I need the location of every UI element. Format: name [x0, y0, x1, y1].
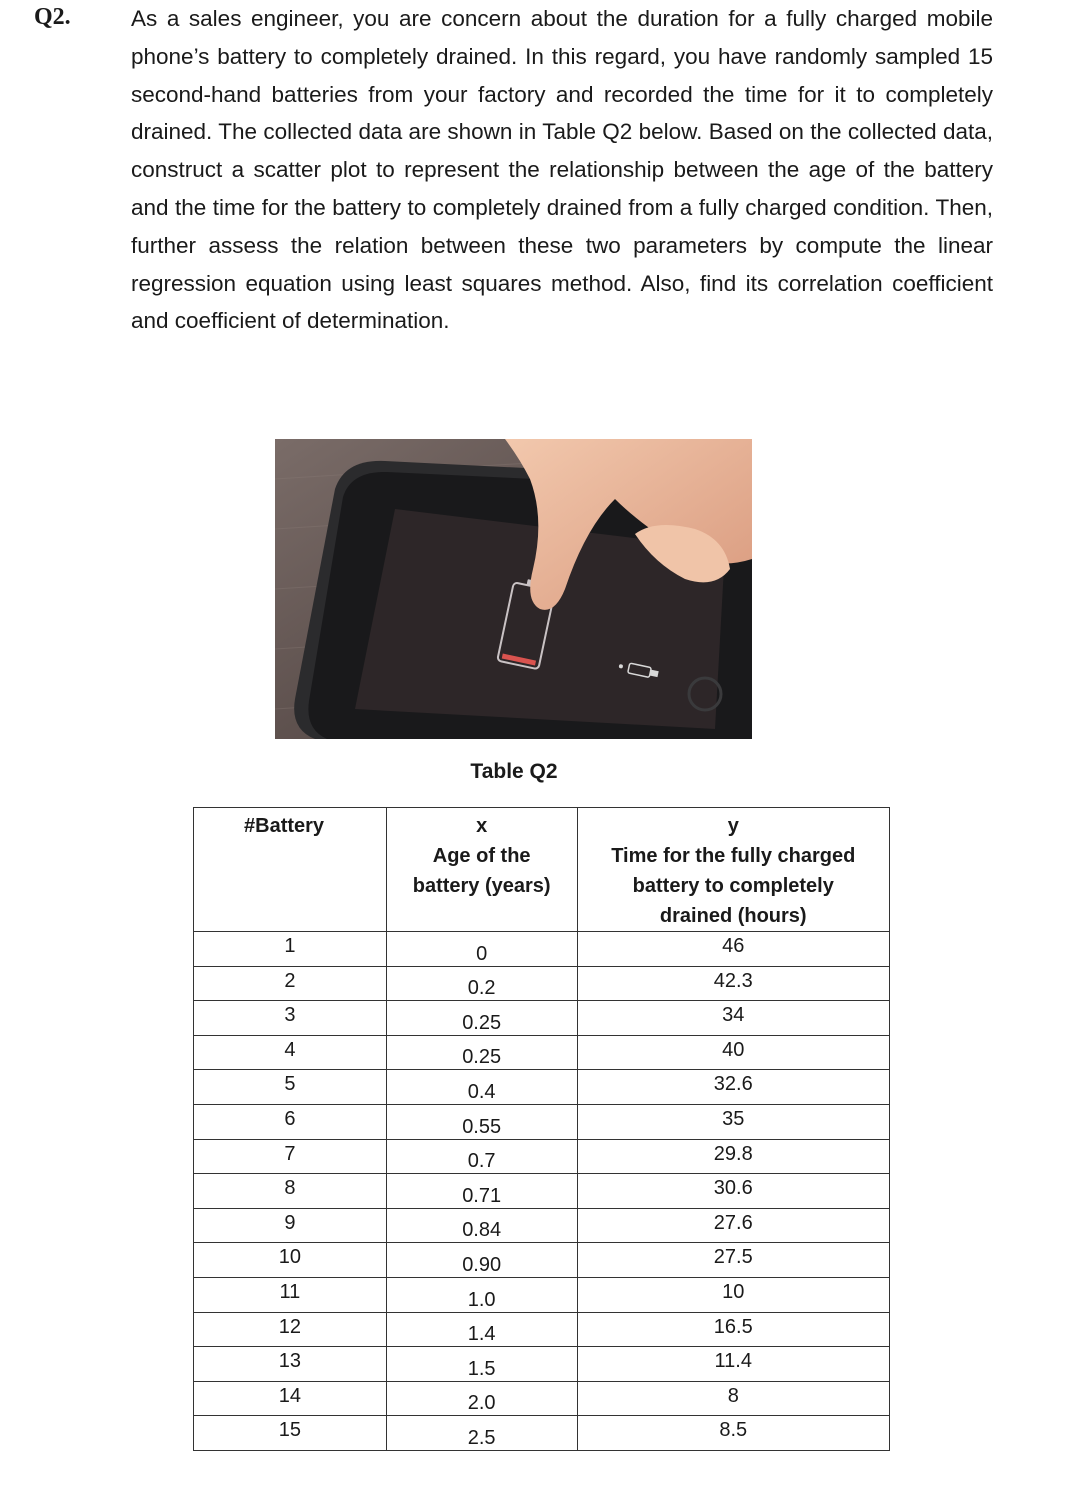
table-row [194, 1243, 890, 1278]
battery-id-cell: 4 [194, 1035, 387, 1070]
age-cell: 0.90 [386, 1243, 577, 1278]
age-cell: 0.25 [386, 1035, 577, 1070]
age-cell: 2.0 [386, 1381, 577, 1416]
battery-id-cell: 9 [194, 1208, 387, 1243]
header-x-label: Age of the battery (years) [412, 845, 551, 897]
header-y-symbol: y [727, 815, 739, 837]
table-header-row [194, 808, 890, 932]
battery-id-cell: 8 [194, 1174, 387, 1209]
drain-time-cell: 29.8 [577, 1139, 889, 1174]
drain-time-cell: 8 [577, 1381, 889, 1416]
drain-time-cell: 32.6 [577, 1070, 889, 1105]
drain-time-cell: 30.6 [577, 1174, 889, 1209]
table-row [194, 1312, 890, 1347]
battery-id-cell: 7 [194, 1139, 387, 1174]
age-cell: 0.71 [386, 1174, 577, 1209]
table-row [194, 1139, 890, 1174]
table-row [194, 1035, 890, 1070]
age-cell: 2.5 [386, 1416, 577, 1451]
battery-id-cell: 3 [194, 1001, 387, 1036]
table-row [194, 1347, 890, 1382]
age-cell: 1.0 [386, 1277, 577, 1312]
table-row [194, 932, 890, 967]
table-row [194, 1070, 890, 1105]
drain-time-cell: 42.3 [577, 966, 889, 1001]
age-cell: 1.5 [386, 1347, 577, 1382]
drain-time-cell: 34 [577, 1001, 889, 1036]
battery-id-cell: 1 [194, 932, 387, 967]
header-y-label: Time for the fully charged battery to completely drained (hours) [611, 845, 856, 927]
drain-time-cell: 35 [577, 1104, 889, 1139]
header-x-symbol: x [476, 815, 488, 837]
drain-time-cell: 11.4 [577, 1347, 889, 1382]
age-cell: 0.25 [386, 1001, 577, 1036]
battery-id-cell: 2 [194, 966, 387, 1001]
header-x [386, 808, 577, 932]
battery-id-cell: 6 [194, 1104, 387, 1139]
battery-id-cell: 15 [194, 1416, 387, 1451]
battery-id-cell: 14 [194, 1381, 387, 1416]
age-cell: 1.4 [386, 1312, 577, 1347]
header-battery: #Battery [194, 808, 387, 932]
battery-id-cell: 5 [194, 1070, 387, 1105]
phone-low-battery-photo [275, 439, 752, 739]
age-cell: 0.55 [386, 1104, 577, 1139]
battery-id-cell: 11 [194, 1277, 387, 1312]
drain-time-cell: 27.5 [577, 1243, 889, 1278]
table-row [194, 1208, 890, 1243]
battery-data-table [193, 807, 890, 1451]
question-text: As a sales engineer, you are concern about the duration for a fully charged mobile phone’s battery to completely drained. In this regard, you have randomly sampled 15 second-hand batteries from your factory and recorded the time for it to completely drained. The collected data are shown in Table Q2 below. Based on the collected data, construct a scatter plot to represent the relationship between the age of the battery and the time for the battery to completely drained from a fully charged condition. Then, further assess the relation between these two parameters by compute the linear regression equation using least squares method. Also, find its correlation coefficient and coefficient of determination. [131, 6, 993, 334]
table-row [194, 1104, 890, 1139]
battery-id-cell: 12 [194, 1312, 387, 1347]
table-row [194, 966, 890, 1001]
drain-time-cell: 10 [577, 1277, 889, 1312]
drain-time-cell: 27.6 [577, 1208, 889, 1243]
age-cell: 0 [386, 932, 577, 967]
drain-time-cell: 46 [577, 932, 889, 967]
table-caption: Table Q2 [470, 760, 558, 783]
battery-id-cell: 10 [194, 1243, 387, 1278]
table-row [194, 1277, 890, 1312]
table-row [194, 1416, 890, 1451]
drain-time-cell: 16.5 [577, 1312, 889, 1347]
table-row [194, 1174, 890, 1209]
header-y [577, 808, 889, 932]
table-row [194, 1001, 890, 1036]
age-cell: 0.7 [386, 1139, 577, 1174]
battery-id-cell: 13 [194, 1347, 387, 1382]
table-row [194, 1381, 890, 1416]
age-cell: 0.84 [386, 1208, 577, 1243]
age-cell: 0.2 [386, 966, 577, 1001]
question-number: Q2. [34, 4, 71, 30]
age-cell: 0.4 [386, 1070, 577, 1105]
drain-time-cell: 8.5 [577, 1416, 889, 1451]
drain-time-cell: 40 [577, 1035, 889, 1070]
